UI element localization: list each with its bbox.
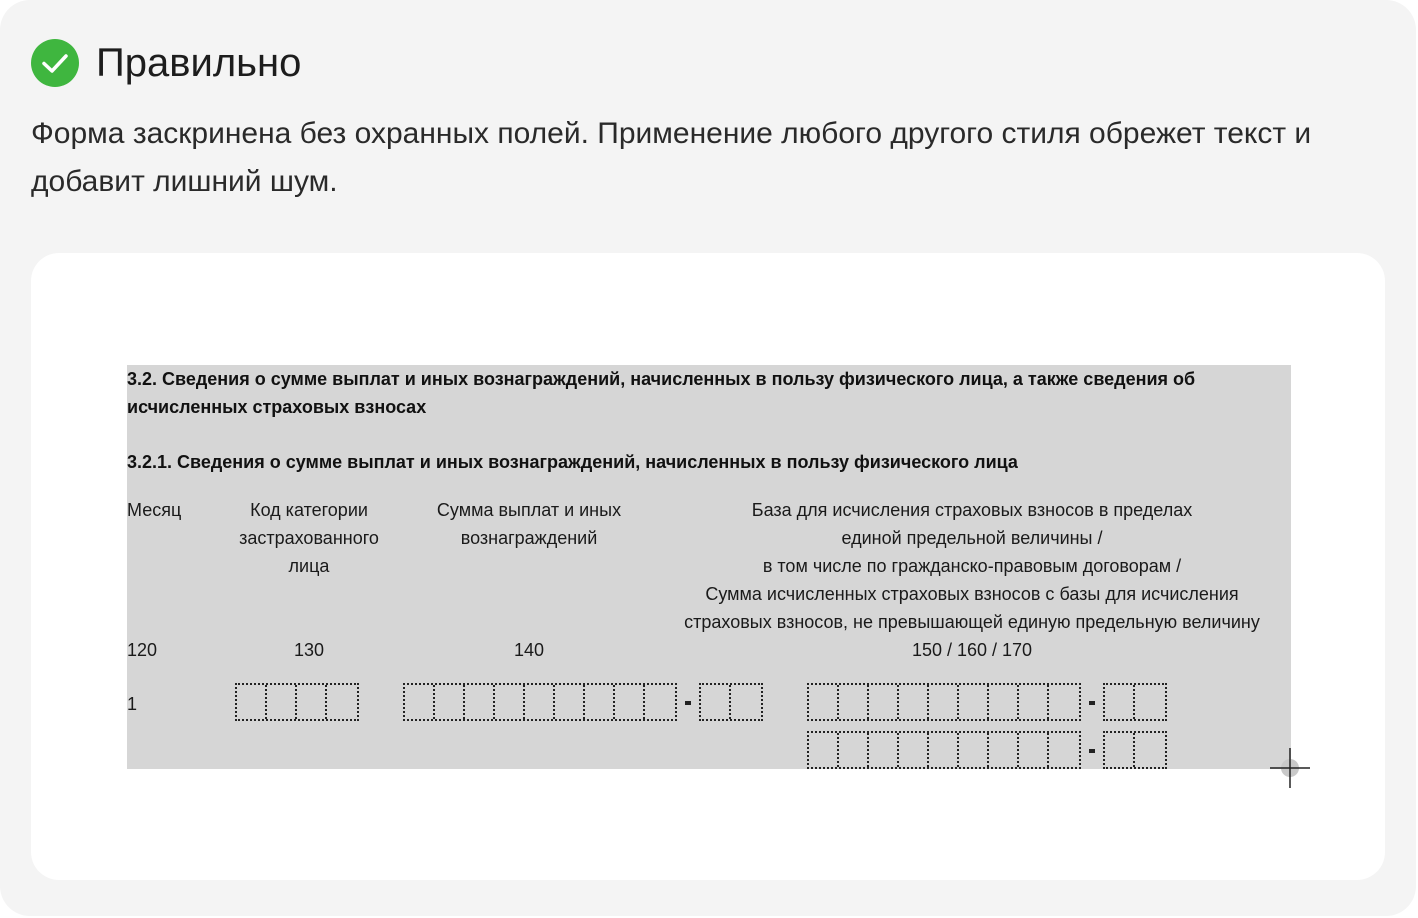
column-header-payments-sum: Сумма выплат и иных вознаграждений xyxy=(436,500,622,548)
category-code-cells xyxy=(235,683,359,721)
form-screenshot xyxy=(127,365,1291,769)
line-code-month: 120 xyxy=(127,640,158,660)
column-header-category-code: Код категории застрахованного лица xyxy=(239,500,379,576)
column-header-month: Месяц xyxy=(127,500,182,520)
contract-amount-fraction-cells xyxy=(1103,731,1167,769)
decimal-separator xyxy=(1089,749,1095,753)
column-header-base-line: База для исчисления страховых взносов в пределах xyxy=(751,500,1193,520)
base-amount-integer-cells xyxy=(807,683,1081,721)
line-code-base: 150 / 160 / 170 xyxy=(911,640,1033,660)
column-header-base xyxy=(652,496,1292,636)
decimal-separator xyxy=(685,701,691,705)
payments-sum-integer-cells xyxy=(403,683,677,721)
check-icon xyxy=(31,39,79,87)
line-code-category: 130 xyxy=(293,640,325,660)
form-subsection-title: 3.2.1. Сведения о сумме выплат и иных вознаграждений, начисленных в пользу физического лица xyxy=(127,452,1018,472)
payments-sum-fraction-cells xyxy=(699,683,763,721)
line-code-payments: 140 xyxy=(513,640,545,660)
column-header-base-line: единой предельной величины / xyxy=(841,528,1103,548)
decimal-separator xyxy=(1089,701,1095,705)
contract-amount-integer-cells xyxy=(807,731,1081,769)
column-header-base-line: страховых взносов, не превышающей единую предельную величину xyxy=(684,612,1260,632)
form-section-title: 3.2. Сведения о сумме выплат и иных вознаграждений, начисленных в пользу физического лица, а также сведения об исчисленных страховых взносах xyxy=(127,369,1196,417)
example-description: Форма заскринена без охранных полей. Применение любого другого стиля обрежет текст и добавит лишний шум. xyxy=(31,117,1312,198)
example-title: Правильно xyxy=(96,41,302,85)
column-header-base-line: в том числе по гражданско-правовым договорам / xyxy=(762,556,1182,576)
base-amount-fraction-cells xyxy=(1103,683,1167,721)
row-number: 1 xyxy=(127,694,138,714)
column-header-base-line: Сумма исчисленных страховых взносов с базы для исчисления xyxy=(705,584,1239,604)
crosshair-icon xyxy=(1270,748,1310,788)
